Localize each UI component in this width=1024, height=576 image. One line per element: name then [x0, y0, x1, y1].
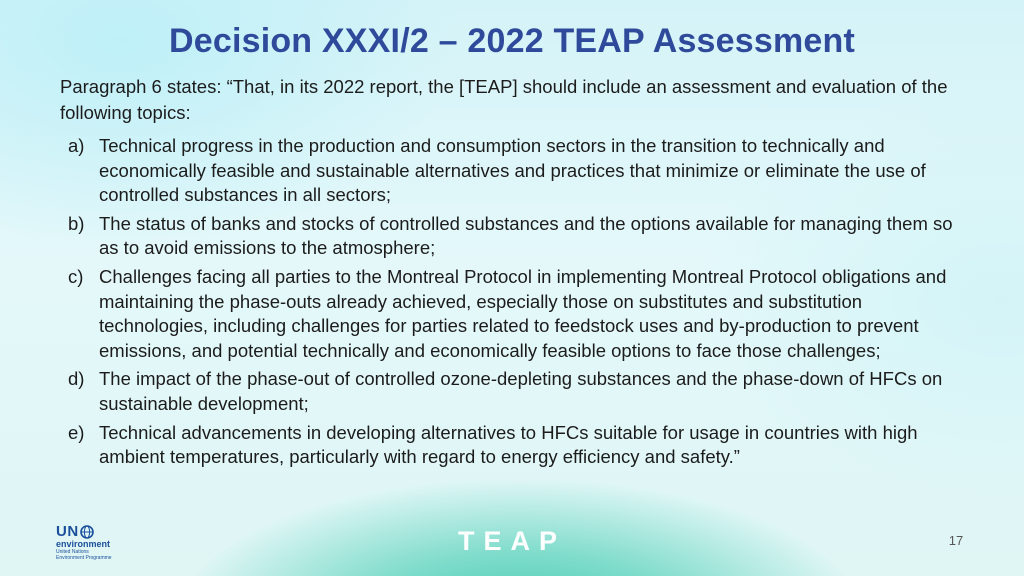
list-item-text: Technical advancements in developing alternatives to HFCs suitable for usage in countries with high ambient temperatures, particularly with regard to energy efficiency and safety.”: [99, 421, 918, 468]
list-item-text: The impact of the phase-out of controlled ozone-depleting substances and the phase-down of HFCs on sustainable development;: [99, 368, 943, 414]
list-marker: c): [68, 265, 84, 287]
list-marker: b): [68, 212, 85, 234]
slide-title: Decision XXXI/2 – 2022 TEAP Assessment: [168, 22, 856, 60]
logo-un-text: UN: [56, 523, 79, 540]
list-item: [68, 367, 968, 416]
topic-list: [68, 134, 968, 474]
teap-footer-brand: TEAP: [457, 526, 566, 556]
list-marker: a): [68, 135, 85, 156]
list-marker: e): [68, 421, 85, 443]
list-item: [68, 212, 968, 261]
list-item: [68, 421, 968, 470]
list-item: [68, 265, 968, 363]
list-marker: d): [68, 368, 85, 390]
list-item-text: Technical progress in the production and consumption sectors in the transition to technically and economically feasible and sustainable alternatives and practices that minimize or eliminate the use of controlled substances in all sectors;: [99, 135, 926, 206]
list-item-text: The status of banks and stocks of controlled substances and the options available for managing them so as to avoid emissions to the atmosphere;: [99, 212, 953, 259]
list-item: [68, 134, 968, 208]
logo-programme-text: United Nations Environment Programme: [56, 549, 112, 561]
logo-environment-text: environment: [56, 539, 111, 549]
intro-paragraph: Paragraph 6 states: “That, in its 2022 report, the [TEAP] should include an assessment and evaluation of the following topics:: [60, 76, 948, 123]
list-item-text: Challenges facing all parties to the Montreal Protocol in implementing Montreal Protocol obligations and maintaining the phase-outs already achieved, especially those on substitutes and substitution technologies, including challenges for parties related to feedstock uses and by-production to prevent emissions, and potential technically and economically feasible options to face those challenges;: [99, 265, 947, 361]
page-number: 17: [948, 533, 964, 548]
